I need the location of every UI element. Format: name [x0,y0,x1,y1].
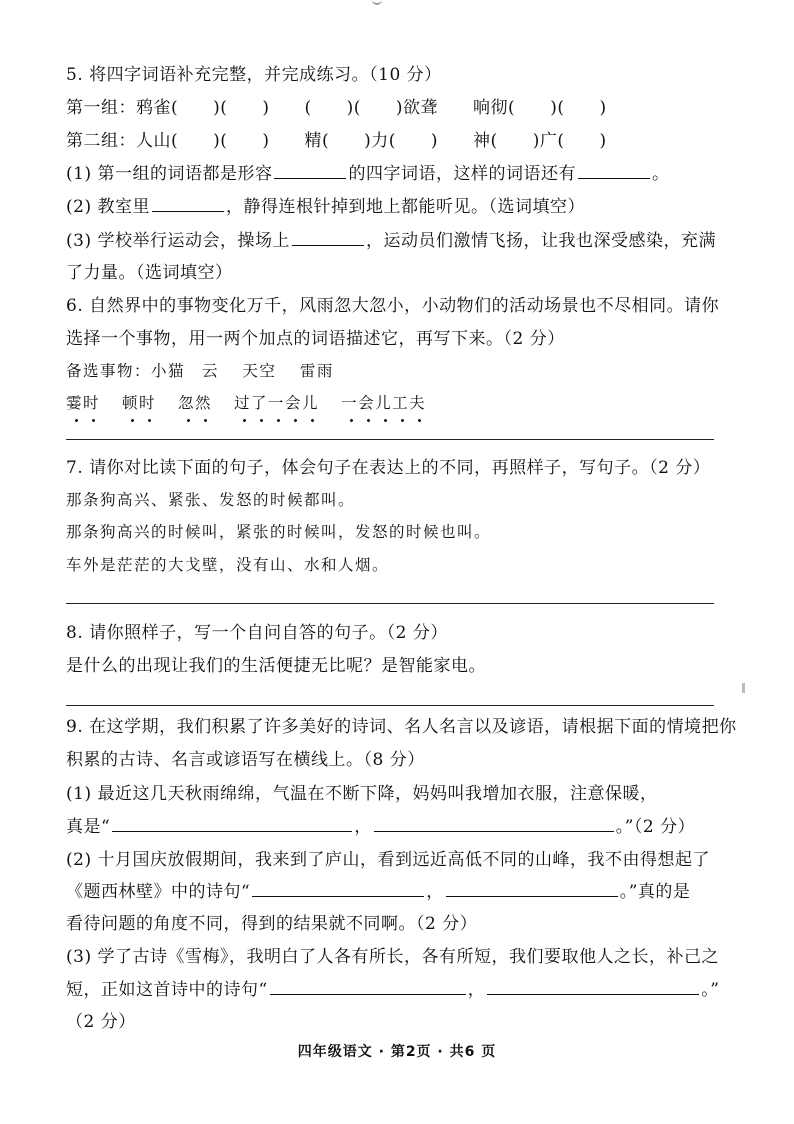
q7-prompt: 车外是茫茫的大戈壁，没有山、水和人烟。 [66,556,390,574]
q5-sub2-text-b: ，静得连根针掉到地上都能听见。（选词填空） [225,197,585,217]
q9-sub2-line2 [66,881,754,903]
q9-sub3-score: （2 分） [66,1012,136,1032]
q5-sub2 [66,196,754,218]
q9-sub2-close: 。”真的是 [619,882,691,902]
q9-sub3-blank-2[interactable] [487,979,699,995]
q5-sub1-blank-1[interactable] [274,163,346,179]
q8-answer-line[interactable] [66,705,714,706]
q6-answer-line[interactable] [66,439,714,440]
q9-sub2-blank-1[interactable] [252,881,424,897]
q9-sub2-line3: 看待问题的角度不同，得到的结果就不同啊。（2 分） [66,914,478,934]
q5-sub1-text-c: 。 [651,164,670,184]
q9-sub1-blank-1[interactable] [112,816,352,832]
q6-title-2: 选择一个事物，用一两个加点的词语描述它，再写下来。（2 分） [66,329,565,349]
q6-word-4: 过了一会儿 [234,394,320,412]
scan-mark-side [742,683,745,693]
q5-title: 5. 将四字词语补充完整，并完成练习。（10 分） [66,65,442,85]
q9-sub3-line1: (3) 学了古诗《雪梅》，我明白了人各有所长，各有所短，我们要取他人之长，补己之 [66,947,719,967]
q5-sub2-blank[interactable] [152,196,224,212]
q9-sub1-open: 真是“ [66,817,111,837]
q6-options: 备选事物：小猫 云 天空 雷雨 [66,362,334,380]
q9-sub2-open: 《题西林壁》中的诗句“ [66,882,251,902]
q5-sub1-text-b: 的四字词语，这样的词语还有 [348,164,576,184]
q7-example-2: 那条狗高兴的时候叫，紧张的时候叫，发怒的时候也叫。 [66,523,492,541]
q9-sub1-line1: (1) 最近这几天秋雨绵绵，气温在不断下降，妈妈叫我增加衣服，注意保暖， [66,784,658,804]
q5-sub2-text-a: (2) 教室里 [66,197,150,217]
q8-title: 8. 请你照样子，写一个自问自答的句子。（2 分） [66,623,448,643]
q9-sub1-close: 。”（2 分） [615,817,696,837]
q9-sub1-comma: ， [354,817,372,837]
q5-sub1 [66,163,754,185]
q9-sub1-blank-2[interactable] [374,816,614,832]
q5-group2: 第二组：人山( )( ) 精( )力( ) 神( )广( ) [66,131,607,151]
q6-word-5: 一会儿工夫 [341,394,427,412]
q5-sub3-text-a: (3) 学校举行运动会，操场上 [66,231,290,251]
scan-mark [372,0,382,5]
q5-sub1-text-a: (1) 第一组的词语都是形容 [66,164,273,184]
q7-answer-line[interactable] [66,603,714,604]
q7-title: 7. 请你对比读下面的句子，体会句子在表达上的不同，再照样子，写句子。（2 分） [66,458,711,478]
q5-sub3-blank[interactable] [292,230,364,246]
q9-sub1-line2 [66,816,754,838]
q9-sub3-comma: ， [467,980,486,1000]
q5-sub3 [66,230,754,252]
page-footer: 四年级语文 · 第2页 · 共6 页 [297,1044,497,1060]
q6-dotted-words [66,392,754,414]
q9-title-2: 积累的古诗、名言或谚语写在横线上。（8 分） [66,750,425,770]
q5-sub3-cont: 了力量。（选词填空） [66,263,233,283]
q6-word-2: 顿时 [122,394,157,412]
q7-example-1: 那条狗高兴、紧张、发怒的时候都叫。 [66,491,356,509]
q9-sub2-line1: (2) 十月国庆放假期间，我来到了庐山，看到远近高低不同的山峰，我不由得想起了 [66,850,710,870]
q9-title-1: 9. 在这学期，我们积累了许多美好的诗词、名人名言以及谚语，请根据下面的情境把你 [66,717,737,737]
q6-word-3: 忽然 [178,394,213,412]
q8-example: 是什么的出现让我们的生活便捷无比呢？是智能家电。 [66,656,486,676]
q9-sub2-blank-2[interactable] [446,881,618,897]
q5-sub3-text-b: ，运动员们激情飞扬，让我也深受感染，充满 [365,231,716,251]
q5-sub1-blank-2[interactable] [578,163,650,179]
q6-title-1: 6. 自然界中的事物变化万千，风雨忽大忽小，小动物们的活动场景也不尽相同。请你 [66,296,720,316]
q9-sub3-blank-1[interactable] [270,979,466,995]
q9-sub3-close: 。” [701,980,720,1000]
q6-word-1: 霎时 [66,394,101,412]
q5-group1: 第一组：鸦雀( )( ) ( )( )欲聋 响彻( )( ) [66,98,607,118]
q9-sub3-open: 短，正如这首诗中的诗句“ [66,980,268,1000]
q9-sub3-line2 [66,979,754,1001]
q9-sub2-comma: ， [426,882,444,902]
